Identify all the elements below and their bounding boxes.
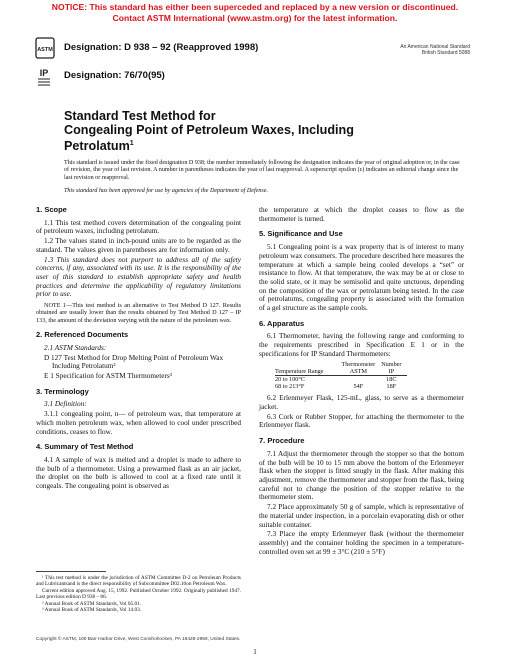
header-thermometer: Thermometer bbox=[341, 360, 376, 368]
para-7-1: 7.1 Adjust the thermometer through the stopper so that the bottom of the bulb will be 10 to 15 mm above the bottom of the Erlenmeyer flask when the stopper is fitted snugly in the flask. After making this adjustment, remove the thermometer and stopper from the flask, being careful not to change the position of the stopper relative to the thermometer stem. bbox=[259, 449, 464, 502]
title-line-2: Congealing Point of Petroleum Waxes, Including bbox=[64, 122, 354, 137]
preamble-dod-note: This standard has been approved for use by agencies of the Department of Defense. bbox=[64, 187, 268, 194]
para-6-2: 6.2 Erlenmeyer Flask, 125-mL, glass, to serve as a thermometer jacket. bbox=[259, 394, 464, 412]
note-1: NOTE 1—This test method is an alternative to Test Method D 127. Results obtained are usually lower than the results obtained by Test Method D 127 – IP 133, the amount of the deviation varying with the nature of the petroleum wax. bbox=[36, 302, 241, 324]
footnote-2: ² Annual Book of ASTM Standards, Vol 05.01. bbox=[42, 600, 142, 607]
astm-logo-text: ASTM bbox=[37, 47, 53, 53]
preamble bbox=[64, 160, 466, 201]
para-4-1: 4.1 A sample of wax is melted and a droplet is made to adhere to the bulb of a thermometer. Using a prewarmed flask as an air jacket, the droplet on the bulb is allowed to cool at a fixed rate until it congeals. The congealing point is observed as bbox=[36, 455, 241, 491]
section-4-heading: 4. Summary of Test Method bbox=[36, 442, 134, 452]
row-1-range: 20 to 100°C bbox=[275, 375, 305, 383]
preamble-issue-note: This standard is issued under the fixed designation D 938; the number immediately following the designation indicates the year of original adoption or, in the case of revision, the year of last revision. A number in parentheses indicates the year of last reapproval. A superscript epsilon (ε) indicates an editorial change since the last revision or reapproval. bbox=[64, 160, 460, 181]
footnote-divider bbox=[36, 571, 106, 572]
ip-logo-text: IP bbox=[39, 68, 49, 78]
ref-e1: E 1 Specification for ASTM Thermometers³ bbox=[44, 372, 172, 381]
footnote-1: ¹ This test method is under the jurisdiction of ASTM Committee D-2 on Petroleum Products and Lubricantsand is the direct responsibility of Subcommittee D02.10on Petroleum Wax. bbox=[36, 575, 241, 588]
para-7-3: 7.3 Place the empty Erlenmeyer flask (without the thermometer assembly) and the container holding the specimen in a temperature-controlled oven set at 99 ± 3°C (210 ± 5°F) bbox=[259, 530, 464, 556]
notice-line-1: NOTICE: This standard has either been superceded and replaced by a new version or discontinued. bbox=[51, 2, 459, 12]
ref-d127: D 127 Test Method for Drop Melting Point of Petroleum Wax Including Petrolatum² bbox=[44, 353, 224, 371]
left-column bbox=[36, 206, 241, 492]
header-ip: IP bbox=[381, 368, 407, 376]
section-1-heading: 1. Scope bbox=[36, 205, 67, 214]
para-3-1: 3.1 Definition: bbox=[44, 400, 87, 409]
ip-logo-icon bbox=[35, 66, 53, 88]
footnote-3: ³ Annual Book of ASTM Standards, Vol 14.03. bbox=[42, 607, 142, 614]
para-2-1: 2.1 ASTM Standards: bbox=[44, 343, 107, 352]
header-temperature-range: Temperature Range bbox=[275, 368, 342, 376]
title-line-3 bbox=[64, 137, 424, 154]
section-6-heading: 6. Apparatus bbox=[259, 318, 305, 328]
title-line-3-text: Petrolatum bbox=[64, 139, 130, 154]
row-1-ip: 18C bbox=[386, 375, 397, 383]
footnotes bbox=[36, 575, 241, 613]
table-row bbox=[275, 383, 407, 390]
footnote-1b: Current edition approved Aug. 15, 1992. Published October 1992. Originally published 1947. Last previous edition D 938 – 86. bbox=[36, 587, 241, 601]
table-header-row-2 bbox=[275, 368, 407, 376]
section-3-heading: 3. Terminology bbox=[36, 386, 89, 396]
astm-logo-icon bbox=[35, 37, 55, 59]
section-2-heading: 2. Referenced Documents bbox=[36, 330, 129, 340]
title-line-1: Standard Test Method for bbox=[64, 109, 216, 123]
para-6-1: 6.1 Thermometer, having the following range and conforming to the requirements prescribed in Specification E 1 or in the specifications for IP Standard Thermometers: bbox=[259, 332, 464, 358]
header-astm: ASTM bbox=[342, 368, 382, 376]
national-line-2: British Standard 5088 bbox=[421, 50, 470, 56]
para-7-2: 7.2 Place approximately 50 g of sample, which is representative of the material under inspection, in a porcelain evaporating dish or other suitable container. bbox=[259, 503, 464, 529]
para-4-1-continued: the temperature at which the droplet ceases to flow as the thermometer is turned. bbox=[259, 206, 464, 223]
header-number: Number bbox=[381, 360, 402, 368]
designation-ip: Designation: 76/70(95) bbox=[64, 70, 165, 81]
right-column bbox=[259, 206, 464, 557]
para-1-1: 1.1 This test method covers determination of the congealing point of petroleum waxes, including petrolatum. bbox=[36, 218, 241, 236]
notice-line-2: Contact ASTM International (www.astm.org) for the latest information. bbox=[112, 13, 398, 23]
page-number: 1 bbox=[253, 648, 257, 656]
para-1-3: 1.3 This standard does not purport to address all of the safety concerns, if any, associated with its use. It is the responsibility of the user of this standard to establish appropriate safety and health practices and determine the applicability of regulatory limitations prior to use. bbox=[36, 255, 241, 299]
para-1-2: 1.2 The values stated in inch-pound units are to be regarded as the standard. The values given in parentheses are for information only. bbox=[36, 237, 241, 254]
title-footnote-ref: 1 bbox=[129, 140, 134, 147]
copyright-line: Copyright © ASTM, 100 Barr Harbor Drive, West Conshohocken, PA 19428-2959, United States. bbox=[36, 637, 241, 642]
para-5-1: 5.1 Congealing point is a wax property that is of interest to many petroleum wax consumers. The procedure described here measures the temperature at which a sample being cooled develops a “set” or resistance to flow. At that temperature, the wax may be at or close to the solid state, or it may be semisolid and quite unctuous, depending on the composition of the wax or petrolatum being tested. In the case of petrolatums, congealing property is associated with the formation of a gel structure as the sample cools. bbox=[259, 243, 465, 313]
thermometer-table bbox=[275, 361, 407, 391]
row-1-astm bbox=[342, 375, 382, 383]
row-2-ip: 18F bbox=[386, 383, 397, 391]
designation-astm: Designation: D 938 – 92 (Reapproved 1998) bbox=[64, 42, 259, 53]
table-row bbox=[275, 375, 407, 383]
national-standard-label bbox=[400, 44, 470, 56]
section-7-heading: 7. Procedure bbox=[259, 436, 305, 446]
row-2-astm: 54F bbox=[353, 383, 364, 391]
supersession-notice bbox=[0, 2, 510, 24]
section-5-heading: 5. Significance and Use bbox=[259, 229, 343, 239]
document-title bbox=[64, 110, 424, 154]
table-header-row bbox=[275, 361, 407, 368]
para-6-3: 6.3 Cork or Rubber Stopper, for attaching the thermometer to the Erlenmeyer flask. bbox=[259, 412, 464, 430]
para-3-1-1: 3.1.1 congealing point, n— of petroleum wax, that temperature at which molten petroleum wax, when allowed to cool under prescribed conditions, ceases to flow. bbox=[36, 410, 241, 436]
national-line-1: An American National Standard bbox=[400, 44, 470, 50]
row-2-range: 68 to 213°F bbox=[275, 383, 305, 391]
